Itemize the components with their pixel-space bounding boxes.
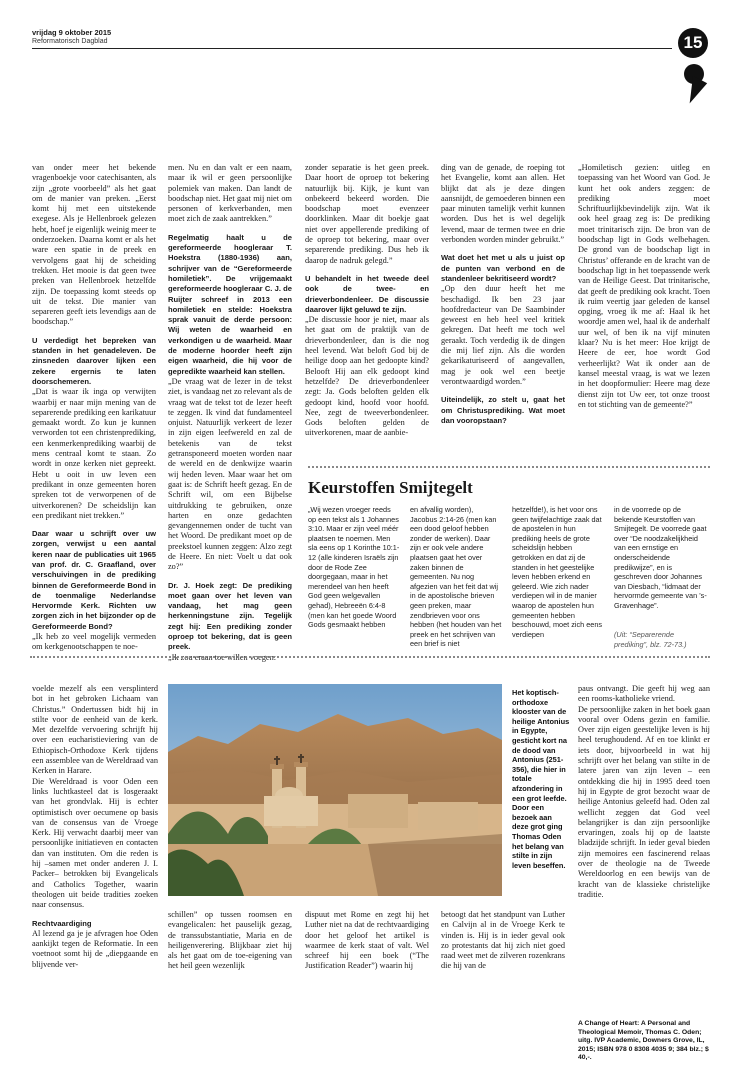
cross-left-horizontal (274, 758, 280, 760)
newspaper-name: Reformatorisch Dagblad (32, 38, 108, 45)
paragraph: Al lezend ga je je afvragen hoe Oden aankijkt tegen de Reformatie. In een voetnoot somt hij de „diepgaande en blijvende ver- (32, 928, 158, 969)
article-column-3 (305, 163, 429, 458)
paragraph: men. Nu en dan valt er een naam, maar ik wil er geen persoonlijke polemiek van maken. Dan landt de boodschap niet. Het gaat mij niet om personen of kerkverbanden, men moet zich de zaak aantrekken.” (168, 163, 292, 224)
paragraph: zonder separatie is het geen preek. Daar hoort de oproep tot bekering natuurlijk bij. Kijk, je kunt van onbekeerd bekeerd worden. Die boodschap moet evenzeer doorklinken. Maar dit boekje gaat niet over appellerende prediking of de oproep tot bekering, maar over separerende prediking. Dus heb ik daarop de nadruk gelegd.” (305, 163, 429, 265)
paragraph: paus ontvangt. Die geeft hij weg aan een rooms-katholieke vriend. (578, 684, 710, 704)
interview-question: Uiteindelijk, zo stelt u, gaat het om Christusprediking. Wat moet dan vooropstaan? (441, 395, 565, 425)
paragraph: van onder meer het bekende vragenboekje voor catechisanten, als zijn „grote voorbeeld” als het gaat om de manier van preken. „Eerst komt hij met een uitstekende exegese. Als je Hellenbroek gelezen hebt, hoef je eigenlijk weinig meer te onderzoeken. Daarna komt er als het ware een spatie in de preek en vervolgens gaat hij de scheiding trekken. Het mooie is dat geen twee preken van Hellenbroek hetzelfde zijn. De toepassing komt steeds op uit de tekst. Die manier van separeren geeft iets levendigs aan de boodschap.” (32, 163, 156, 327)
building-right (348, 794, 408, 828)
review-column-3 (305, 910, 429, 1054)
paragraph: „Dat is waar ik inga op verwijten waarbij er naar mijn mening van de separerende prediking een karikatuur gemaakt wordt. Zo kun je kunnen verworden tot een christenprediking, een kenmerkenprediking waarbij de mens centraal komt te staan. Zo wordt in onze kerken niet gepreekt. Hebt u ooit in uw leven een predikant in onze gemeenten horen spreken tot de verworpenen of de uitverkorenen? De scheidslijn kan een predikant niet trekken.” (32, 387, 156, 520)
interview-question: Daar waar u schrijft over uw zorgen, verwijst u een aantal keren naar de publicaties uit 1965 van prof. dr. C. Graafland, over verschuivingen in de prediking binnen de Gereformeerde Bond in de toenmalige Nederlandse Hervormde Kerk. Richten uw zorgen zich in het bijzonder op de Gereformeerde Bond? (32, 529, 156, 631)
paragraph: dispuut met Rome en zegt hij het Luther niet na dat de rechtvaardiging door het geloof het artikel is waarmee de kerk staat of valt. Wel schreef hij een boek (“The Justification Reader”) waarin hij (305, 910, 429, 971)
edition-date: vrijdag 9 oktober 2015 (32, 28, 112, 37)
kader-source-note: (Uit: “Separerende prediking”, blz. 72-73.) (614, 630, 687, 649)
kader-rule (308, 466, 710, 468)
interview-question: Dr. J. Hoek zegt: De prediking moet gaan over het leven van vandaag, het mag geen herkenningstune zijn. Tegelijk zegt hij: Een prediking zonder oproep tot bekering, dat is geen preek. (168, 580, 292, 652)
article-column-4 (441, 163, 565, 458)
interview-question: Regelmatig haalt u de gereformeerde hoogleraar T. Hoekstra (1880-1936) aan, schrijver van de “Gereformeerde homiletiek”. De vrijgemaakt gereformeerde hoogleraar C. J. de Ruijter schreef in 2013 een homiletiek en stelde: Hoekstra sprak vanuit de derde persoon: Wij weten de waarheid en verkondigen u de waarheid. Maar de moderne hoorder heeft zijn eigen waarheid, die hij voor de gepredikte waarheid kan stellen. (168, 232, 292, 376)
article-column-1 (32, 163, 156, 653)
interview-question: Wat doet het met u als u juist op de punten van verbond en de standenleer bekritiseerd wordt? (441, 253, 565, 283)
cross-right-horizontal (298, 756, 304, 758)
paragraph: „Op den duur heeft het me beschadigd. Ik ben 23 jaar hoofdredacteur van De Saambinder geweest en heb heel veel kritiek gekregen. Dat heeft me toch wel geraakt. Toch verdedig ik de dingen die mij lief zijn. Als die worden gekarikaturiseerd of aangevallen, mag je ook wel een beetje verontwaardigd worden.” (441, 284, 565, 386)
paragraph: voelde mezelf als een versplinterd bot in het gebroken Lichaam van Christus.” Ondertussen bidt hij in stilte voor de eenheid van de kerk. Met dezelfde vervoering schrijft hij over een eucharistieviering van de Ethiopisch-Orthodoxe Kerk tijdens een assemblee van de Wereldraad van Kerken in Harare. (32, 684, 158, 776)
paragraph: betoogt dat het standpunt van Luther en Calvijn al in de Vroege Kerk te vinden is. Hij is in ieder geval ook zo protestants dat hij zich niet goed raad weet met de zilveren rozenkrans die hij van de (441, 910, 565, 971)
paragraph: „Ik zou eraan toe willen voegen: (168, 652, 277, 662)
review-column-4 (441, 910, 565, 1054)
cross-left-vertical (276, 756, 278, 765)
article-column-5 (578, 163, 710, 458)
building-far-right (418, 802, 478, 830)
paragraph: „De vraag wat de lezer in de tekst ziet, is vandaag net zo relevant als de vraag wat de tekst tot de lezer heeft te zeggen. Ik vind dat fundamenteel onjuist. Natuurlijk verkeert de lezer in zijn eigen leefwereld en zal de betekenis van de tekst getransponeerd moeten worden naar de wereld en de denkwijze waarin wij heden leven. Maar waar het om gaat is: de Schrift heeft gezag. En de Schrift wil, om een Bijbelse uitdrukking te gebruiken, onze harten en onze gedachten gevangennemen onder de tucht van het Woord. De predikant moet op de preekstoel kunnen zeggen: Alzo zegt de Heere. En niet: Voelt u dat ook zo?” (168, 376, 292, 572)
comma-logo-tail (681, 76, 707, 106)
kader-column-3: hetzelfde!), is het voor ons geen twijfelachtige zaak dat de apostelen in hun prediking heels de grote scheidslijn hebben getrokken en dat zij de standen in het geestelijke leven hebben erkend en geleerd. Wie zich nader verdiepen wil in de manier waarop de apostelen hun gemeenten hebben beschouwd, moet zich eens verdiepen (512, 505, 603, 639)
interview-question: U verdedigt het bepreken van standen in het genadeleven. De zinsneden daarover lijken een zekere ergernis te laten doorschemeren. (32, 335, 156, 386)
photo-caption: Het koptisch-orthodoxe klooster van de heilige Antonius in Egypte, gesticht kort na de dood van Antonius (251-356), die hier in totale afzondering in een grot leefde. Door een bezoek aan deze grot ging Thomas Oden het belang van stilte in zijn leven beseffen. (512, 688, 570, 870)
kader-column-1: „Wij wezen vroeger reeds op een tekst als 1 Johannes 3:10. Maar er zijn veel méér plaatsen te noemen. Men sla eens op 1 Korinthe 10:1-12 (alle kinderen Israëls zijn door de Rode Zee doorgegaan, maar in het merendeel van hen heeft God geen welgevallen gehad), Hebreeën 6:4-8 (men kan het goede Woord Gods gesmaakt hebben (308, 505, 400, 630)
review-column-1 (32, 684, 158, 1054)
paragraph: De persoonlijke zaken in het boek gaan vooral over Odens gezin en familie. Over zijn eigen geestelijke leven is hij heel terughoudend. Af en toe klinkt er iets door, bijvoorbeeld in wat hij schrijft over het belang van stilte in de latere jaren van zijn leven – een ontdekking die hij in 1995 deed toen hij in Egypte de grot bezocht waar de heilige Antonius geleefd had. Oden zal wellicht zeggen dat God veel belangrijker is dan zijn persoonlijke ervaringen, zoals hij op de laatste bladzijde schrijft. In ieder geval bieden zijn memoires een fascinerend relaas over de theologie na de Tweede Wereldoorlog en een bewijs van de kracht van de klassieke christelijke traditie. (578, 704, 710, 899)
kader-title: Keurstoffen Smijtegelt (308, 478, 473, 497)
paragraph: schillen” op tussen roomsen en evangelicalen: het pauselijk gezag, de transsubstantiatie, Maria en de heiligenverering. Blijkbaar ziet hij als het gaat om de toe-eigening van het heil geen wezenlijk (168, 910, 292, 971)
monastery-photo (168, 684, 502, 896)
courtyard-shade (368, 834, 502, 896)
page-number: 15 (678, 28, 708, 58)
paragraph: „De discussie hoor je niet, maar als het gaat om de praktijk van de drieverbondenleer, dan is die nog heel levend. Wat beloft God bij de heilige doop aan het gedoopte kind? Belooft Hij aan elk gedoopt kind hetzelfde? De drieverbondenleer zegt: Ja. Gods beloften gelden elk gedoopt kind, hoofd voor hoofd. Nee, zegt de tweeverbondenleer. Gods beloften gelden de uitverkorenen, maar de aanbie- (305, 315, 429, 438)
kader-column-2: en afvallig worden), Jacobus 2:14-26 (men kan een dood geloof hebben zonder de werken). Daar zijn er ook vele andere plaatsen gaat het over zaken binnen de gemeenten. Nu nog afgezien van het feit dat wij in de apostolische brieven geen preken, maar zendbrieven voor ons hebben (het houden van het preek en het schrijven van een brief is niet (410, 505, 502, 649)
section-divider (30, 656, 710, 658)
paragraph: „Homiletisch gezien: uitleg en toepassing van het Woord van God. Je kunt het ook anders zeggen: de prediking moet Schriftuurlijkbevindelijk zijn. Wat ik ook heel graag zeg is: De prediking moet trinitarisch zijn. De bron van de boodschap ligt in Gods welbehagen. De grond van de boodschap ligt in Christus’ offerande en de kracht van de boodschap ligt in het toepassende werk van de Heilige Geest. Dat trinitarische, dat geeft de prediking ook kracht. Toen ik ruim veertig jaar geleden de kansel opging, vroeg ik me af: Haal ik het woordje amen wel, haal ik de anderhalf uur wel, of ben ik na vijf minuten klaar? Nu is het meer: Hoe krijgt de Heere de eer, hoe wordt God verheerlijkt? Wat ik onder aan de kansel meestal vraag, is wat we lezen in het doopformulier: Heere mag deze dienst zijn tot Uw eer, tot onze troost en tot stichting van de gemeente?” (578, 163, 710, 409)
interview-question: U behandelt in het tweede deel ook de twee- en drieverbondenleer. De discussie daarover lijkt geluwd te zijn. (305, 273, 429, 314)
cross-right-vertical (300, 754, 302, 763)
article-column-2 (168, 163, 292, 662)
paragraph: Die Wereldraad is voor Oden een links luchtkasteel dat is losgeraakt van het grondvlak. Hij is echter optimistisch over oecumene op basis van de consensus van de Vroege Kerk. Hij verwacht daarbij meer van persoonlijke initiatieven en contacten dan van instituten. Om die reden is hij –samen met onder anderen J. I. Packer– betrokken bij Evangelicals and Catholics Together, waarin theologen uit beide tradities zoeken naar consensus. (32, 776, 158, 910)
header-rule (32, 48, 672, 49)
paragraph: „Ik heb zo veel mogelijk vermeden om kerkgenootschappen te noe- (32, 632, 156, 652)
church-body (264, 796, 318, 826)
kader-column-4: in de voorrede op de bekende Keurstoffen van Smijtegelt. De voorrede gaat over “De noodzakelijkheid van een ernstige en onderscheidende predikwijze”, en is geschreven door Johannes van Diesbach, “lidmaat der hervormde gemeente van ’s-Gravenhage”. (614, 505, 707, 610)
review-column-5 (578, 684, 710, 1014)
review-column-2 (168, 910, 292, 1054)
paragraph: ding van de genade, de roeping tot het Evangelie, komt aan allen. Het blijkt dat als je deze dingen aansnijdt, de gemoederen binnen een paar minuten tamelijk verhit kunnen worden. Dus het is wel degelijk levend, maar de termen twee en drie verbonden worden minder gebruikt.” (441, 163, 565, 245)
book-details: A Change of Heart: A Personal and Theological Memoir, Thomas C. Oden; uitg. IVP Academic, Downers Grove, IL, 2015; ISBN 978 0 8308 4035 9; 384 blz.; $ 40,-. (578, 1020, 709, 1062)
interview-question: Rechtvaardiging (32, 918, 92, 928)
